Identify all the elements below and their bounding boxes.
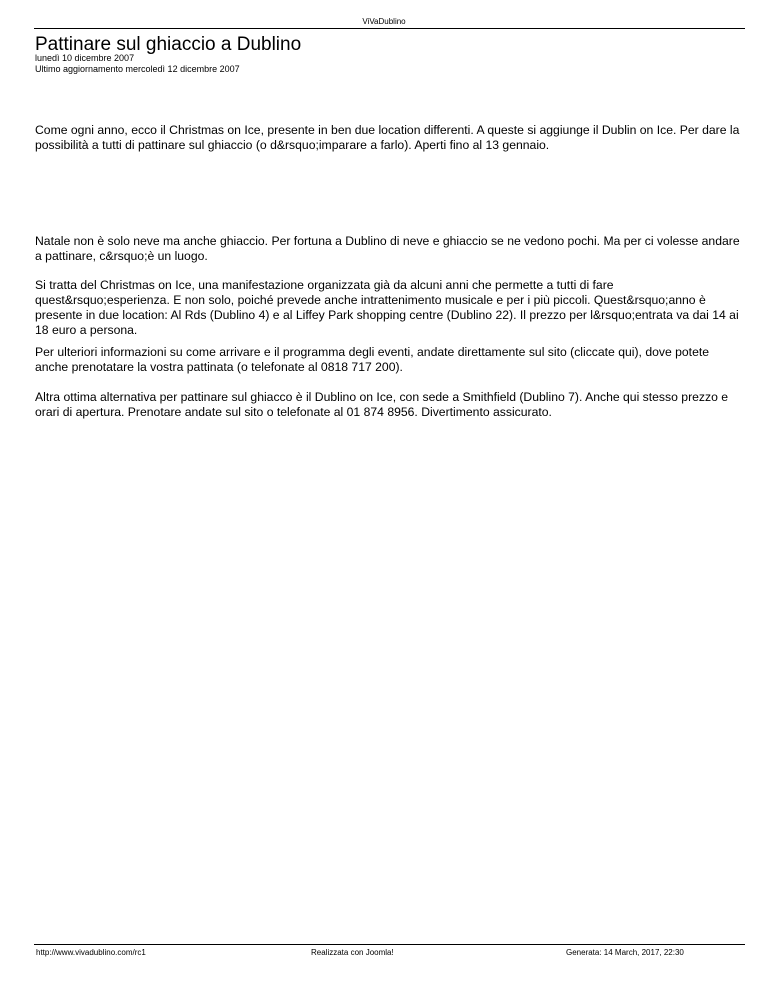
body-paragraph: Natale non è solo neve ma anche ghiaccio. Per fortuna a Dublino di neve e ghiaccio se ne vedono pochi. Ma per ci volesse andare a pattinare, c&rsquo;è un luogo. — [35, 234, 740, 263]
modified-date: Ultimo aggiornamento mercoledì 12 dicembre 2007 — [35, 64, 240, 74]
intro-paragraph: Come ogni anno, ecco il Christmas on Ice, presente in ben due location differenti. A queste si aggiunge il Dublin on Ice. Per dare la possibilità a tutti di pattinare sul ghiaccio (o d&rsquo;imparare a farlo). Aperti fino al 13 gennaio. — [35, 123, 740, 152]
footer-divider — [34, 944, 745, 945]
footer-made-with: Realizzata con Joomla! — [311, 948, 394, 957]
body-paragraph: Si tratta del Christmas on Ice, una manifestazione organizzata già da alcuni anni che permette a tutti di fare quest&rsquo;esperienza. E non solo, poiché prevede anche intrattenimento musicale e per i più piccoli. Quest&rsquo;anno è presente in due location: Al Rds (Dublino 4) e al Liffey Park shopping centre (Dublino 22). Il prezzo per l&rsquo;entrata va dai 14 ai 18 euro a persona. — [35, 278, 739, 337]
body-paragraph: Per ulteriori informazioni su come arrivare e il programma degli eventi, andate direttamente sul sito (cliccate qui), dove potete anche prenotatare la vostra pattinata (o telefonate al 0818 717 200). — [35, 345, 710, 374]
article-title: Pattinare sul ghiaccio a Dublino — [35, 34, 302, 55]
body-paragraph: Altra ottima alternativa per pattinare sul ghiacco è il Dublino on Ice, con sede a Smithfield (Dublino 7). Anche qui stesso prezzo e orari di apertura. Prenotare andate sul sito o telefonate al 01 874 8956. Divertimento assicurato. — [35, 390, 729, 419]
created-date: lunedì 10 dicembre 2007 — [35, 53, 135, 63]
header-divider — [34, 28, 745, 29]
footer-url: http://www.vivadublino.com/rc1 — [36, 948, 146, 957]
site-name: ViVaDublino — [362, 17, 406, 26]
footer-generated-date: Generata: 14 March, 2017, 22:30 — [566, 948, 684, 957]
